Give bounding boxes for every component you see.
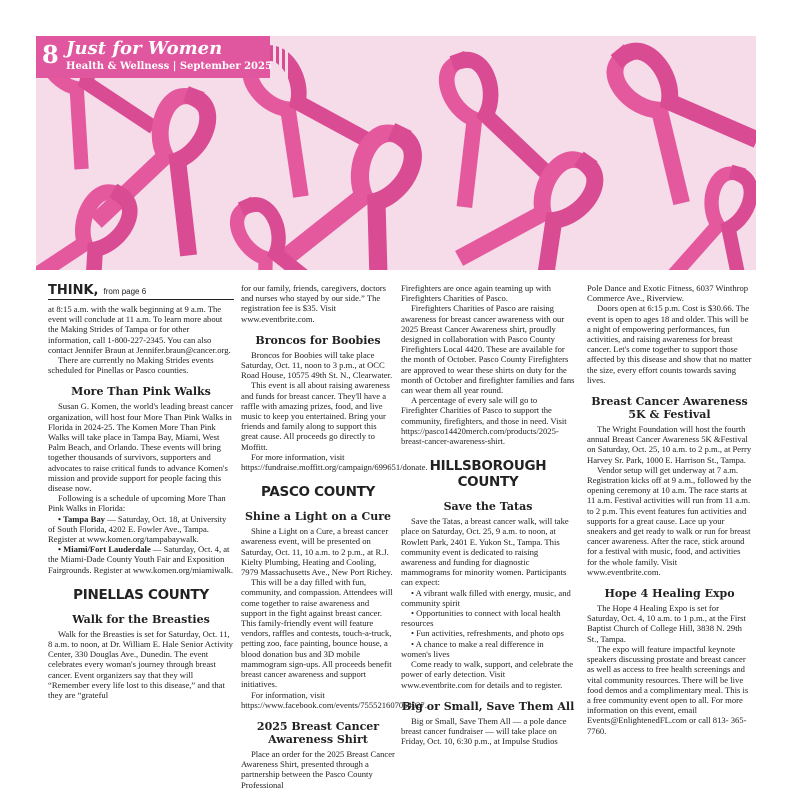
article-paragraph: For more information, visit https://fundraise.moffitt.org/campaign/699651/donate. bbox=[241, 451, 428, 473]
article-paragraph: The expo will feature impactful keynote speakers discussing prostate and breast cancer as well as access to free health screenings and vital community resources. There will be live food demos and a complimentary meal. This is a free community event open to all. For more information on this event, email Events@EnlightenedFL.com or call 813- 365-7760. bbox=[587, 643, 749, 736]
event-headline: Big or Small, Save Them All bbox=[401, 699, 575, 713]
event-headline: Breast Cancer Awareness 5K & Festival bbox=[591, 395, 748, 422]
article-paragraph: Following is a schedule of upcoming More Than Pink Walks in Florida: bbox=[48, 493, 226, 514]
article-paragraph: • Fun activities, refreshments, and photo ops bbox=[411, 628, 564, 639]
page-number: 8 bbox=[42, 40, 59, 69]
article-paragraph: for our family, friends, caregivers, doctors and nurses who stayed by our side.” The registration fee is $35. Visit www.eventbrite.com. bbox=[241, 283, 387, 324]
event-headline: Hope 4 Healing Expo bbox=[604, 587, 735, 601]
schedule-item bbox=[48, 544, 234, 575]
article-paragraph: • A vibrant walk filled with energy, music, and community spirit bbox=[401, 587, 571, 608]
event-headline: Broncos for Boobies bbox=[255, 333, 381, 347]
article-paragraph: Shine a Light on a Cure, a breast cancer awareness event, will be presented on Saturday, Oct. 11, 10 a.m. to 2 p.m., at R.J. Kielty Plumbing, Heating and Cooling, 7979 Massachusetts Ave., New Port Richey. bbox=[241, 526, 393, 578]
article-paragraph: Susan G. Komen, the world's leading breast cancer organization, will host four More Than Pink Walks in Florida in 2024-25. The Komen More Than Pink Walks will take place in Tampa Bay, Miami, West Palm Beach, and Orlando. These events will bring together thousands of survivors, supporters and advocates to raise critical funds to advance Komen's mission and provide support for people facing this disease now. bbox=[48, 401, 234, 494]
article-paragraph: A percentage of every sale will go to Firefighter Charities of Pasco to support the community, firefighters, and those in need. Visit https://pasco14420merch.com/products/2025-breast-cancer-awareness-shirt. bbox=[401, 395, 567, 447]
article-paragraph: Firefighters are once again teaming up with Firefighters Charities of Pasco. bbox=[401, 283, 551, 304]
article-paragraph: Place an order for the 2025 Breast Cancer Awareness Shirt, presented through a partnership between the Pasco County Professional bbox=[241, 748, 395, 790]
article-paragraph: This event is all about raising awareness and funds for breast cancer. They'll have a raffle with amazing prizes, food, and live music to keep you entertained. Bring your friends and family along to support this great cause. All proceeds go directly to Moffitt. bbox=[241, 380, 390, 452]
section-header-band bbox=[36, 36, 270, 78]
event-headline: Save the Tatas bbox=[443, 500, 533, 514]
article-paragraph: For information, visit https://www.facebook.com/events/755521607064927. bbox=[241, 689, 427, 710]
article-paragraph: Walk for the Breasties is set for Saturday, Oct. 11, 8 a.m. to noon, at Dr. William E. Hale Senior Activity Center, 330 Douglas Ave., Dunedin. The event celebrates every woman's journey through breast cancer. Event organizers say that they will “Remember every life lost to this disease,” and that they are “grateful bbox=[48, 628, 233, 701]
event-headline: Walk for the Breasties bbox=[72, 612, 210, 626]
article-paragraph: at 8:15 a.m. with the walk beginning at 9 a.m. The event will conclude at 11 a.m. To learn more about the Making Strides of Tampa or for other information, call 1-800-227-2345. You can also contact Jennifer Braun at Jennifer.braun@cancer.org. bbox=[48, 304, 231, 355]
jump-reference: from page 6 bbox=[103, 287, 147, 296]
article-paragraph: Broncos for Boobies will take place Saturday, Oct. 11, noon to 3 p.m., at OCC Road House, 10575 49th St. N., Clearwater. bbox=[241, 349, 393, 381]
stripe-decoration bbox=[279, 36, 282, 78]
article-paragraph: This will be a day filled with fun, community, and compassion. Attendees will come together to raise awareness and support in the fight against breast cancer. This family-friendly event will feature vendors, raffles and contests, touch-a-truck, petting zoo, face painting, bounce house, a blood donation bus and 3D mobile mammogram sign-ups. All proceeds benefit breast cancer awareness and support initiatives. bbox=[241, 577, 393, 690]
article-paragraph: Pole Dance and Exotic Fitness, 6037 Winthrop Commerce Ave., Riverview. bbox=[587, 283, 749, 304]
kicker-title: THINK, bbox=[48, 283, 99, 298]
county-heading: PINELLAS COUNTY bbox=[73, 586, 209, 603]
article-paragraph: Save the Tatas, a breast cancer walk, will take place on Saturday, Oct. 25, 9 a.m. to noon, at Rowlett Park, 2401 E. Yukon St., Tampa. This community event is dedicated to raising awareness and funding for diagnostic mammograms for minority women. Participants can expect: bbox=[401, 516, 569, 588]
jump-kicker bbox=[48, 283, 234, 300]
stripe-decoration bbox=[273, 36, 276, 78]
article-paragraph: • A chance to make a real difference in women's lives bbox=[401, 638, 544, 659]
column-4 bbox=[587, 283, 752, 736]
article-paragraph: There are currently no Making Strides events scheduled for Pinellas or Pasco counties. bbox=[48, 355, 214, 376]
article-paragraph: The Hope 4 Healing Expo is set for Saturday, Oct. 4, 10 a.m. to 1 p.m., at the First Baptist Church of College Hill, 3838 N. 29th St., Tampa. bbox=[587, 603, 746, 644]
column-2 bbox=[241, 283, 428, 790]
schedule-details: — Saturday, Oct. 18, at University of South Florida, 4202 E. Fowler Ave., Tampa. Register at www.komen.org/tampabaywalk. bbox=[48, 513, 227, 545]
article-paragraph: Big or Small, Save Them All — a pole dance breast cancer fundraiser — will take place on Friday, Oct. 10, 6:30 p.m., at Impulse Studios bbox=[401, 715, 567, 747]
article-paragraph: The Wright Foundation will host the fourth annual Breast Cancer Awareness 5K &Festival on Saturday, Oct. 25, 10 a.m. to 2 p.m., at Perry Harvey Sr. Park, 1000 E. Harrison St., Tampa. bbox=[587, 424, 752, 465]
article-paragraph: Doors open at 6:15 p.m. Cost is $30.66. The event is open to ages 18 and older. This will be a night of empowering performances, fun activities, and raising awareness for breast cancer. Let's come together to support those affected by this disease and show that no matter the size, every effort counts towards saving lives. bbox=[587, 303, 752, 385]
county-heading: PASCO COUNTY bbox=[261, 484, 375, 501]
article-paragraph: Come ready to walk, support, and celebrate the power of early detection. Visit www.eventbrite.com for details and to register. bbox=[401, 659, 574, 690]
schedule-location: • Miami/Fort Lauderdale bbox=[58, 544, 151, 555]
stripe-decoration bbox=[285, 36, 288, 78]
section-subtitle: Health & Wellness | September 2025 bbox=[66, 61, 272, 72]
article-paragraph: Firefighters Charities of Pasco are raising awareness for breast cancer awareness with our 2025 Breast Cancer Awareness shirt, proudly designed in collaboration with Pasco County Firefighters Local 4420. These are available for the month of October. Pasco County Firefighters are approved to wear these shirts on duty for the month of October and firefighter families and fans can wear them all year round. bbox=[401, 303, 575, 396]
article-paragraph: Vendor setup will get underway at 7 a.m. Registration kicks off at 9 a.m., followed by the opening ceremony at 10 a.m. The race starts at 11 a.m. Festival activities will run from 11 a.m. to 2 p.m. This event features fun activities and supports for a great cause. Lace up your sneakers and get ready to walk or run for breast cancer awareness. After the race, stick around for a festival with music, food, and activities for the whole family. Visit www.eventbrite.com. bbox=[587, 464, 752, 577]
column-1 bbox=[48, 283, 234, 700]
article-paragraph: • Opportunities to connect with local health resources bbox=[401, 608, 561, 629]
column-3 bbox=[401, 283, 575, 746]
schedule-details: — Saturday, Oct. 4, at the Miami-Dade County Youth Fair and Exposition Fairgrounds. Register at www.komen.org/miamiwalk. bbox=[48, 544, 234, 575]
schedule-location: • Tampa Bay bbox=[58, 513, 105, 524]
event-headline: More Than Pink Walks bbox=[71, 385, 211, 399]
section-title: Just for Women bbox=[66, 38, 223, 59]
event-headline: 2025 Breast Cancer Awareness Shirt bbox=[256, 719, 380, 746]
event-headline: Shine a Light on a Cure bbox=[244, 510, 392, 524]
county-heading: HILLSBOROUGH COUNTY bbox=[429, 458, 547, 491]
schedule-item bbox=[48, 514, 234, 545]
